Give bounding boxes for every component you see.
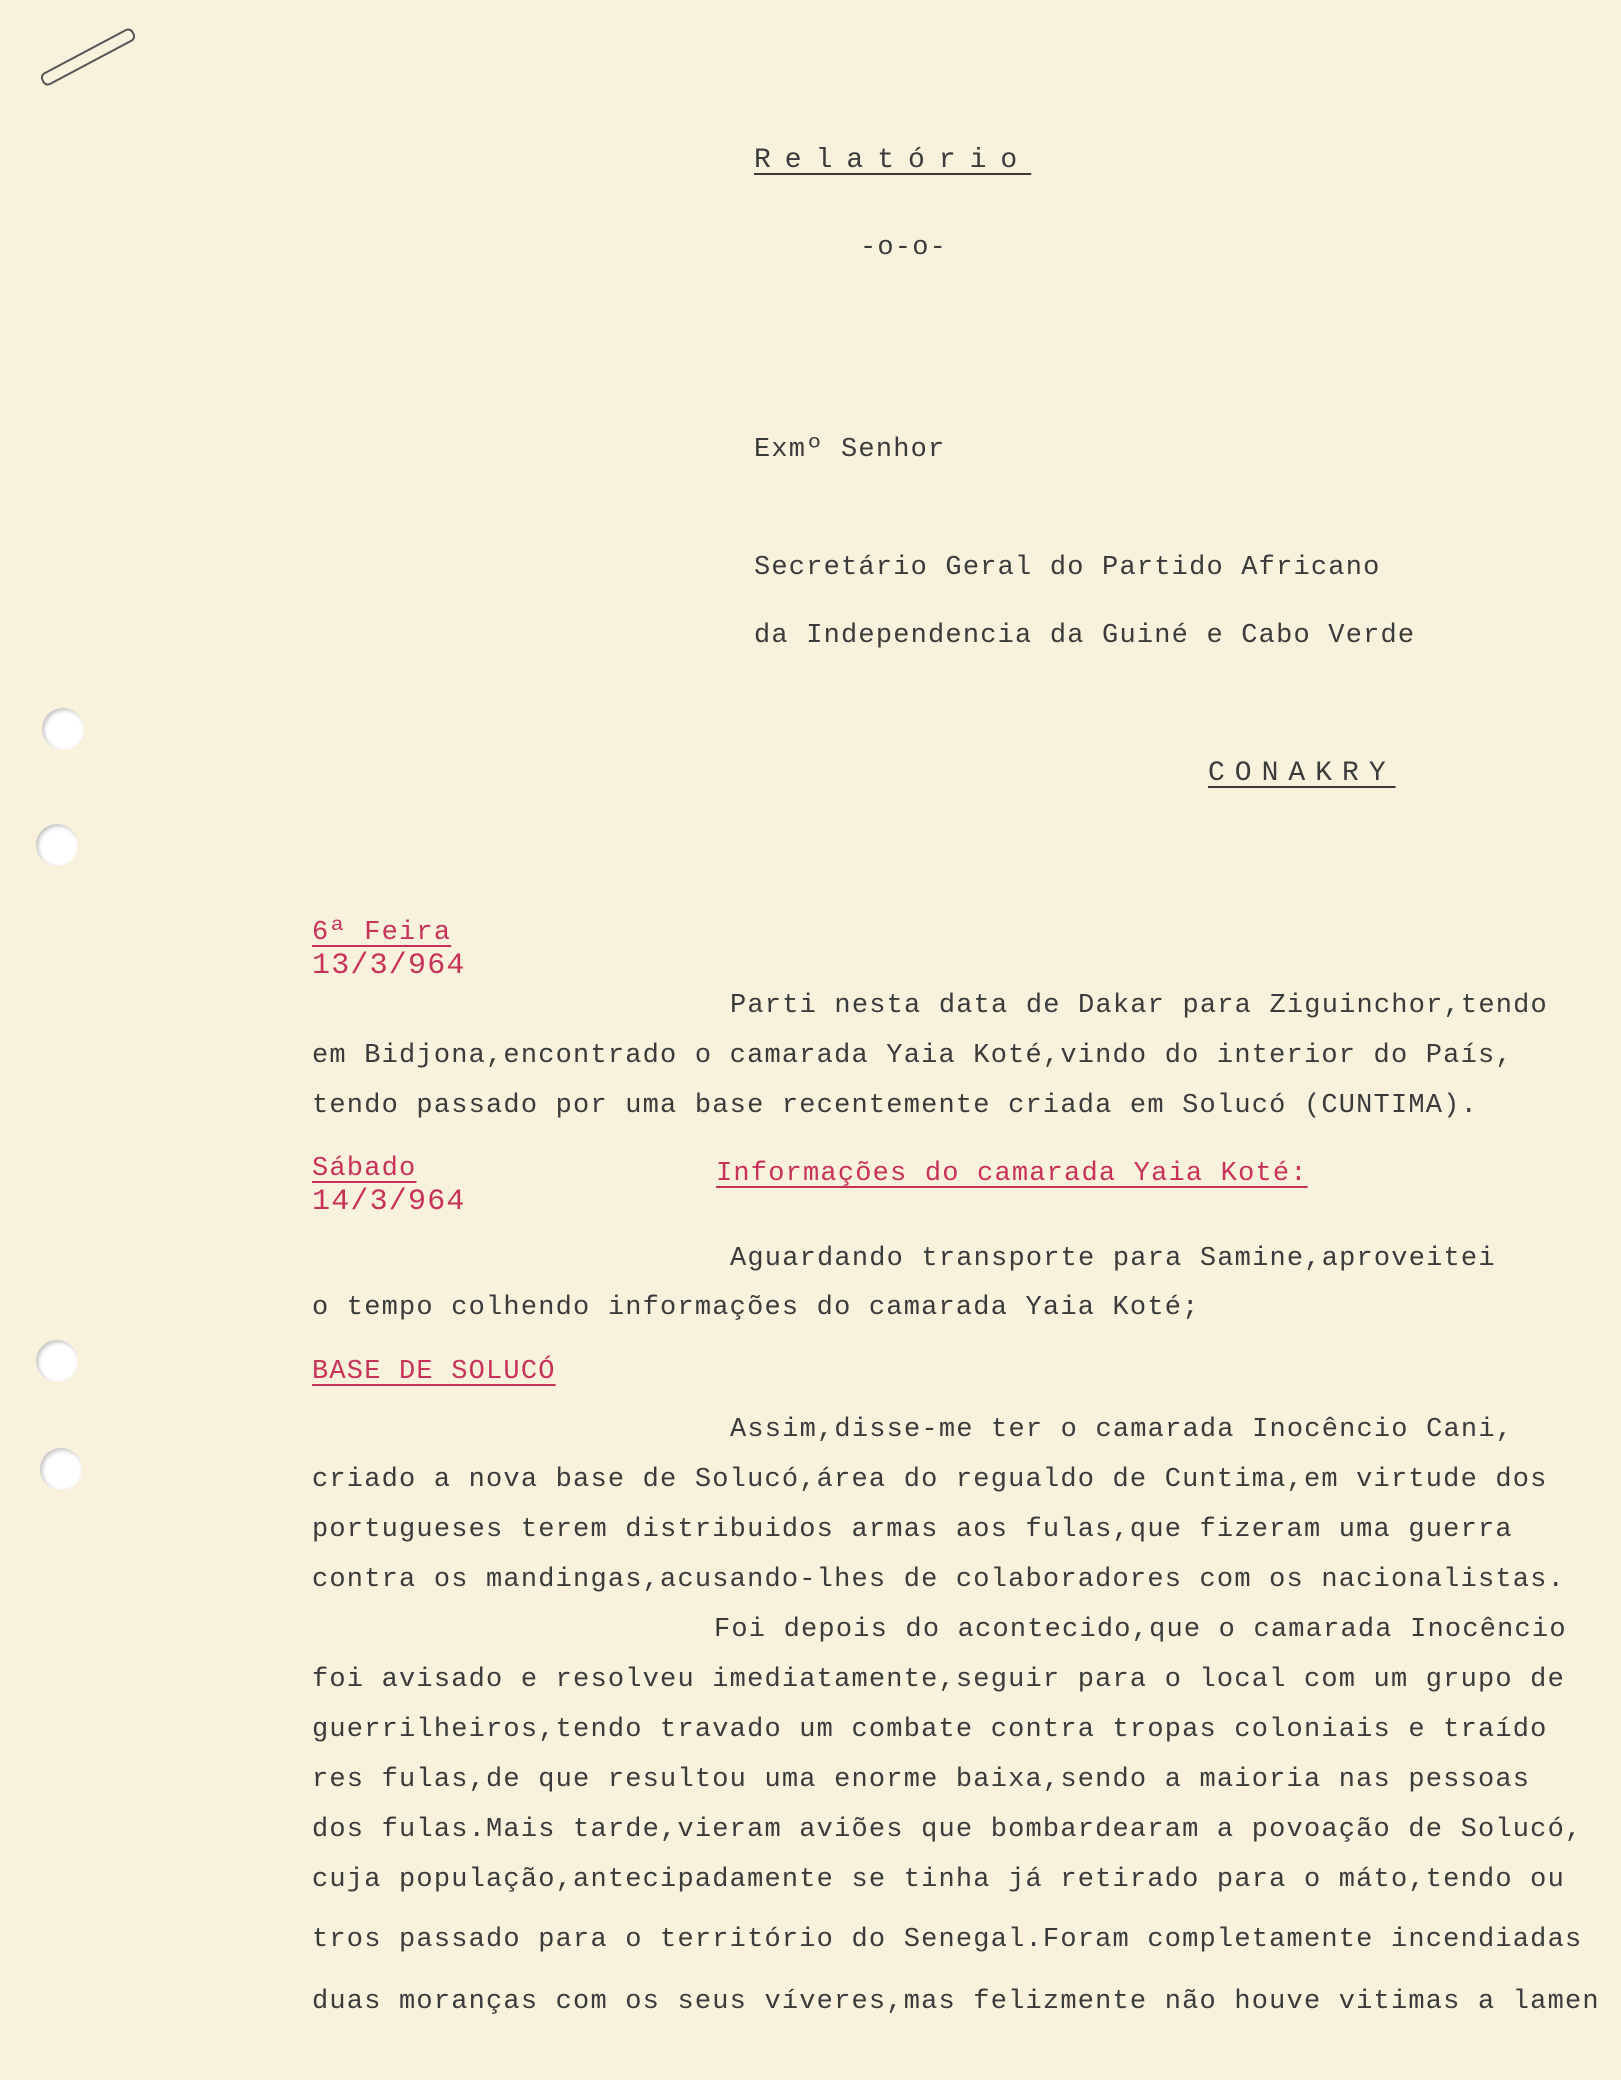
salutation: Exmº Senhor — [754, 435, 946, 465]
section-line-6: foi avisado e resolveu imediatamente,seguir para o local com um grupo de — [312, 1665, 1565, 1695]
entry-1-line-1: Parti nesta data de Dakar para Ziguinchor,tendo — [730, 991, 1548, 1021]
punch-hole — [36, 824, 78, 866]
entry-1-line-2: em Bidjona,encontrado o camarada Yaia Koté,vindo do interior do País, — [312, 1041, 1513, 1071]
punch-hole — [40, 1448, 82, 1490]
entry-2-heading: Informações do camarada Yaia Koté: — [716, 1159, 1308, 1189]
section-line-11: tros passado para o território do Senegal.Foram completamente incendiadas — [312, 1925, 1583, 1955]
section-line-7: guerrilheiros,tendo travado um combate contra tropas coloniais e traído — [312, 1715, 1548, 1745]
recipient-line-2: da Independencia da Guiné e Cabo Verde — [754, 621, 1416, 651]
recipient-city: CONAKRY — [1208, 758, 1396, 789]
entry-1-date: 13/3/964 — [312, 949, 466, 983]
section-line-1: Assim,disse-me ter o camarada Inocêncio Cani, — [730, 1415, 1514, 1445]
entry-2-line-1: Aguardando transporte para Samine,aproveitei — [730, 1244, 1496, 1274]
entry-2-day: Sábado — [312, 1154, 417, 1184]
section-heading: BASE DE SOLUCÓ — [312, 1357, 556, 1387]
section-line-9: dos fulas.Mais tarde,vieram aviões que bombardearam a povoação de Solucó, — [312, 1815, 1583, 1845]
report-title: Relatório — [754, 145, 1032, 176]
section-line-5: Foi depois do acontecido,que o camarada Inocêncio — [714, 1615, 1567, 1645]
section-line-2: criado a nova base de Solucó,área do regualdo de Cuntima,em virtude dos — [312, 1465, 1548, 1495]
entry-1-line-3: tendo passado por uma base recentemente criada em Solucó (CUNTIMA). — [312, 1091, 1478, 1121]
section-line-8: res fulas,de que resultou uma enorme baixa,sendo a maioria nas pessoas — [312, 1765, 1531, 1795]
entry-2-date: 14/3/964 — [312, 1185, 466, 1219]
staple-mark — [39, 26, 137, 87]
section-line-4: contra os mandingas,acusando-lhes de colaboradores com os nacionalistas. — [312, 1565, 1565, 1595]
title-separator: -o-o- — [860, 233, 948, 263]
entry-1-day: 6ª Feira — [312, 918, 452, 948]
section-line-12: duas moranças com os seus víveres,mas felizmente não houve vitimas a lamen — [312, 1987, 1600, 2017]
punch-hole — [36, 1340, 78, 1382]
entry-2-line-2: o tempo colhendo informações do camarada Yaia Koté; — [312, 1293, 1200, 1323]
punch-hole — [42, 708, 84, 750]
recipient-line-1: Secretário Geral do Partido Africano — [754, 553, 1381, 583]
section-line-3: portugueses terem distribuidos armas aos fulas,que fizeram uma guerra — [312, 1515, 1513, 1545]
section-line-10: cuja população,antecipadamente se tinha já retirado para o máto,tendo ou — [312, 1865, 1565, 1895]
